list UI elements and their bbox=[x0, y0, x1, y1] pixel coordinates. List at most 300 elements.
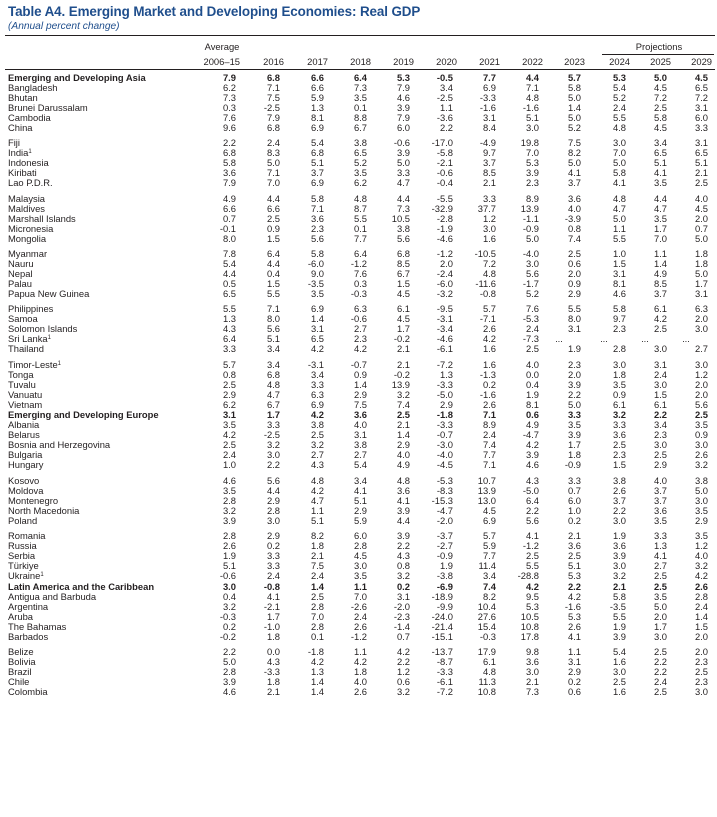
table-cell: 3.9 bbox=[525, 167, 539, 179]
row-label-text: Fiji bbox=[8, 137, 20, 149]
table-row bbox=[0, 400, 717, 410]
table-cell: 3.0 bbox=[694, 685, 708, 697]
row-label-text: The Bahamas bbox=[8, 620, 67, 632]
table-cell: 8.7 bbox=[353, 202, 367, 214]
table-cell: 2.8 bbox=[222, 665, 236, 677]
table-cell: -0.9 bbox=[436, 549, 453, 561]
table-cell: 3.6 bbox=[612, 429, 626, 441]
table-cell: 2.2 bbox=[653, 409, 667, 421]
table-cell: 5.6 bbox=[310, 232, 324, 244]
table-cell: -1.9 bbox=[436, 222, 453, 234]
table-cell: 1.3 bbox=[310, 665, 324, 677]
table-cell: 5.0 bbox=[567, 398, 581, 410]
table-cell: 7.6 bbox=[525, 303, 539, 315]
table-cell: 6.8 bbox=[266, 368, 280, 380]
table-cell: -2.1 bbox=[436, 157, 453, 169]
table-cell: 2.3 bbox=[525, 177, 539, 189]
table-cell: 2.5 bbox=[222, 439, 236, 451]
table-cell: 7.1 bbox=[266, 82, 280, 93]
row-label-text: Argentina bbox=[8, 600, 49, 612]
table-cell: 4.1 bbox=[567, 167, 581, 179]
table-row bbox=[0, 622, 717, 632]
table-cell: 6.9 bbox=[310, 303, 324, 315]
table-cell: 7.9 bbox=[396, 112, 410, 123]
table-cell: 6.9 bbox=[482, 514, 496, 526]
table-cell: 5.1 bbox=[525, 112, 539, 123]
row-label-text: Ukraine bbox=[8, 569, 41, 581]
table-cell: -0.9 bbox=[522, 222, 539, 234]
table-cell: 5.1 bbox=[694, 157, 708, 169]
table-cell: 3.5 bbox=[353, 167, 367, 179]
table-cell: 7.9 bbox=[396, 82, 410, 93]
header-rule bbox=[5, 69, 715, 70]
table-cell: 2.8 bbox=[694, 590, 708, 602]
table-cell: -5.3 bbox=[436, 474, 453, 486]
table-cell: 5.5 bbox=[222, 303, 236, 315]
table-cell: -1.2 bbox=[522, 539, 539, 551]
table-cell: 1.9 bbox=[612, 620, 626, 632]
table-cell: 6.1 bbox=[653, 303, 667, 315]
table-cell: 3.6 bbox=[653, 504, 667, 516]
row-label-text: Moldova bbox=[8, 484, 44, 496]
table-cell: 3.5 bbox=[222, 419, 236, 431]
table-cell: 5.2 bbox=[612, 92, 626, 103]
table-cell: 3.4 bbox=[482, 569, 496, 581]
table-cell: 7.5 bbox=[567, 137, 581, 149]
table-cell: 4.2 bbox=[222, 429, 236, 441]
table-cell: 4.2 bbox=[310, 655, 324, 667]
table-cell: 5.8 bbox=[612, 167, 626, 179]
table-cell: 4.8 bbox=[310, 474, 324, 486]
table-cell: 2.5 bbox=[653, 323, 667, 335]
table-cell: 3.3 bbox=[694, 122, 708, 133]
table-cell: -2.5 bbox=[436, 92, 453, 103]
table-cell: -2.1 bbox=[263, 600, 280, 612]
table-cell: 5.4 bbox=[310, 137, 324, 149]
table-cell: -0.3 bbox=[219, 610, 236, 622]
table-cell: 5.6 bbox=[694, 398, 708, 410]
table-cell: -3.3 bbox=[436, 419, 453, 431]
table-cell: 3.9 bbox=[396, 529, 410, 541]
table-row bbox=[0, 460, 717, 470]
table-cell: 2.1 bbox=[396, 358, 410, 370]
table-cell: 0.6 bbox=[396, 675, 410, 687]
row-label bbox=[8, 289, 89, 299]
row-label-text: Emerging and Developing Asia bbox=[8, 72, 146, 83]
table-cell: 2.1 bbox=[694, 167, 708, 179]
table-cell: 5.1 bbox=[567, 559, 581, 571]
table-cell: 4.0 bbox=[567, 202, 581, 214]
table-cell: 4.4 bbox=[396, 192, 410, 204]
table-cell: 17.8 bbox=[520, 630, 539, 642]
table-cell: 7.1 bbox=[266, 167, 280, 179]
table-cell: 3.1 bbox=[653, 358, 667, 370]
table-cell: 5.0 bbox=[525, 232, 539, 244]
table-row bbox=[0, 516, 717, 526]
table-cell: 4.4 bbox=[266, 192, 280, 204]
row-label-text: Bhutan bbox=[8, 92, 38, 103]
table-cell: 3.1 bbox=[396, 590, 410, 602]
table-cell: 0.2 bbox=[567, 514, 581, 526]
table-cell: 0.2 bbox=[396, 580, 410, 592]
table-cell: 4.1 bbox=[653, 167, 667, 179]
table-cell: 3.8 bbox=[353, 439, 367, 451]
table-cell: 5.7 bbox=[567, 72, 581, 83]
table-cell: 2.6 bbox=[694, 449, 708, 461]
table-cell: 2.8 bbox=[612, 343, 626, 355]
table-cell: 4.1 bbox=[353, 484, 367, 496]
table-cell: 5.8 bbox=[222, 157, 236, 169]
table-cell: 3.5 bbox=[694, 529, 708, 541]
table-cell: 2.4 bbox=[525, 323, 539, 335]
table-cell: 0.9 bbox=[353, 368, 367, 380]
table-cell: 2.0 bbox=[439, 257, 453, 269]
table-cell: 3.6 bbox=[396, 484, 410, 496]
table-cell: 3.3 bbox=[266, 419, 280, 431]
table-cell: 15.4 bbox=[477, 620, 496, 632]
table-cell: 6.4 bbox=[353, 247, 367, 259]
table-cell: 6.2 bbox=[222, 398, 236, 410]
table-cell: 1.2 bbox=[694, 368, 708, 380]
table-cell: 6.0 bbox=[353, 529, 367, 541]
table-cell: 2.9 bbox=[353, 388, 367, 400]
row-label bbox=[8, 123, 33, 133]
table-cell: 5.0 bbox=[222, 655, 236, 667]
row-label-text: Montenegro bbox=[8, 494, 59, 506]
table-cell: 4.0 bbox=[353, 675, 367, 687]
table-cell: 3.8 bbox=[612, 474, 626, 486]
column-header: 2025 bbox=[650, 56, 671, 67]
table-cell: 3.9 bbox=[567, 378, 581, 390]
table-cell: -0.2 bbox=[393, 333, 410, 345]
table-cell: 8.2 bbox=[567, 147, 581, 159]
table-cell: 1.9 bbox=[567, 343, 581, 355]
table-cell: 1.1 bbox=[353, 645, 367, 657]
table-cell: -3.3 bbox=[436, 378, 453, 390]
table-group-row bbox=[0, 582, 717, 592]
table-cell: 3.0 bbox=[612, 514, 626, 526]
table-cell: 5.8 bbox=[612, 303, 626, 315]
table-cell: -1.6 bbox=[479, 102, 496, 113]
table-cell: 2.8 bbox=[222, 529, 236, 541]
table-cell: 8.5 bbox=[653, 277, 667, 289]
row-label-text: Papua New Guinea bbox=[8, 287, 90, 299]
table-cell: -17.0 bbox=[431, 137, 453, 149]
row-label-text: Vanuatu bbox=[8, 388, 43, 400]
table-cell: 1.3 bbox=[310, 102, 324, 113]
table-cell: 1.8 bbox=[694, 257, 708, 269]
table-cell: 3.1 bbox=[310, 323, 324, 335]
row-label bbox=[8, 344, 44, 354]
table-row bbox=[0, 234, 717, 244]
table-cell: 2.0 bbox=[694, 212, 708, 224]
table-cell: -3.5 bbox=[609, 600, 626, 612]
table-cell: -1.8 bbox=[307, 645, 324, 657]
table-cell: 2.1 bbox=[567, 529, 581, 541]
table-cell: 5.1 bbox=[222, 559, 236, 571]
table-cell: 13.9 bbox=[520, 202, 539, 214]
table-cell: 5.4 bbox=[612, 645, 626, 657]
table-cell: 3.2 bbox=[612, 569, 626, 581]
table-cell: 1.6 bbox=[482, 232, 496, 244]
table-cell: 4.2 bbox=[525, 580, 539, 592]
row-label-text: Indonesia bbox=[8, 157, 49, 169]
table-cell: 5.7 bbox=[222, 358, 236, 370]
table-cell: -1.4 bbox=[393, 620, 410, 632]
row-label-text: Philippines bbox=[8, 303, 54, 315]
table-cell: 5.3 bbox=[567, 569, 581, 581]
table-cell: 6.5 bbox=[694, 82, 708, 93]
table-cell: -2.0 bbox=[436, 514, 453, 526]
table-cell: 2.1 bbox=[612, 580, 626, 592]
table-cell: 6.3 bbox=[310, 388, 324, 400]
table-cell: 3.4 bbox=[653, 419, 667, 431]
column-header: 2029 bbox=[691, 56, 712, 67]
table-cell: 1.3 bbox=[653, 539, 667, 551]
table-cell: 2.0 bbox=[694, 388, 708, 400]
table-cell: ... bbox=[682, 333, 690, 345]
table-row bbox=[0, 380, 717, 390]
table-cell: 1.7 bbox=[396, 323, 410, 335]
table-cell: 3.9 bbox=[396, 147, 410, 159]
table-cell: 3.0 bbox=[266, 449, 280, 461]
table-cell: 5.3 bbox=[567, 610, 581, 622]
row-label-text: Timor-Leste bbox=[8, 358, 58, 370]
table-cell: 2.0 bbox=[694, 378, 708, 390]
table-cell: 2.2 bbox=[612, 504, 626, 516]
table-cell: 2.4 bbox=[653, 368, 667, 380]
table-cell: 1.4 bbox=[353, 378, 367, 390]
table-cell: 6.5 bbox=[694, 147, 708, 159]
table-cell: 4.1 bbox=[653, 549, 667, 561]
row-label-text: Marshall Islands bbox=[8, 212, 76, 224]
table-cell: 6.8 bbox=[266, 72, 280, 83]
table-cell: -11.6 bbox=[475, 277, 496, 289]
table-cell: 5.3 bbox=[612, 72, 626, 83]
row-label-text: Sri Lanka bbox=[8, 333, 48, 345]
table-cell: -6.1 bbox=[436, 343, 453, 355]
row-label-text: Russia bbox=[8, 539, 37, 551]
table-cell: 2.6 bbox=[222, 539, 236, 551]
table-cell: 2.5 bbox=[653, 569, 667, 581]
table-cell: 0.2 bbox=[482, 378, 496, 390]
table-title: Table A4. Emerging Market and Developing Economies: Real GDP bbox=[8, 4, 421, 19]
table-cell: 1.7 bbox=[653, 222, 667, 234]
row-label-text: Nepal bbox=[8, 267, 33, 279]
table-row bbox=[0, 289, 717, 299]
table-cell: 7.9 bbox=[222, 72, 236, 83]
table-cell: -13.7 bbox=[431, 645, 453, 657]
table-cell: 0.8 bbox=[222, 368, 236, 380]
table-cell: -3.7 bbox=[436, 529, 453, 541]
table-cell: -7.2 bbox=[436, 685, 453, 697]
table-cell: 3.9 bbox=[567, 429, 581, 441]
table-cell: -1.6 bbox=[479, 388, 496, 400]
table-cell: 3.6 bbox=[310, 212, 324, 224]
table-cell: 0.9 bbox=[612, 388, 626, 400]
table-cell: 5.0 bbox=[694, 267, 708, 279]
table-cell: 4.2 bbox=[310, 484, 324, 496]
table-cell: 1.7 bbox=[567, 439, 581, 451]
table-cell: 13.9 bbox=[391, 378, 410, 390]
table-cell: 3.7 bbox=[310, 167, 324, 179]
table-cell: 3.8 bbox=[310, 419, 324, 431]
table-cell: -6.0 bbox=[436, 277, 453, 289]
table-cell: 3.9 bbox=[222, 514, 236, 526]
table-cell: 3.0 bbox=[222, 580, 236, 592]
table-cell: 3.9 bbox=[612, 549, 626, 561]
table-cell: 4.2 bbox=[525, 439, 539, 451]
table-cell: -2.0 bbox=[393, 600, 410, 612]
table-cell: 1.5 bbox=[396, 277, 410, 289]
table-cell: 2.7 bbox=[310, 449, 324, 461]
table-cell: 0.2 bbox=[222, 620, 236, 632]
table-cell: 5.1 bbox=[310, 157, 324, 169]
table-cell: -3.8 bbox=[436, 569, 453, 581]
table-cell: 8.2 bbox=[482, 590, 496, 602]
table-cell: 0.9 bbox=[567, 277, 581, 289]
row-label-text: Albania bbox=[8, 419, 40, 431]
table-cell: 1.6 bbox=[482, 343, 496, 355]
table-cell: -5.8 bbox=[436, 147, 453, 159]
table-cell: 4.6 bbox=[396, 92, 410, 103]
table-cell: 4.4 bbox=[266, 257, 280, 269]
table-cell: 3.5 bbox=[653, 514, 667, 526]
table-cell: 3.8 bbox=[396, 222, 410, 234]
table-cell: 7.4 bbox=[482, 580, 496, 592]
table-cell: 0.7 bbox=[396, 630, 410, 642]
table-cell: 5.1 bbox=[353, 494, 367, 506]
table-cell: 1.9 bbox=[222, 549, 236, 561]
table-cell: -1.0 bbox=[263, 620, 280, 632]
table-cell: 4.5 bbox=[396, 287, 410, 299]
table-cell: 6.0 bbox=[694, 112, 708, 123]
table-cell: 8.0 bbox=[266, 313, 280, 325]
table-cell: 7.7 bbox=[482, 549, 496, 561]
table-cell: 1.2 bbox=[694, 539, 708, 551]
row-label-text: Brazil bbox=[8, 665, 32, 677]
table-cell: 3.2 bbox=[266, 439, 280, 451]
table-cell: 0.9 bbox=[694, 429, 708, 441]
table-cell: 4.5 bbox=[653, 82, 667, 93]
row-label-text: Belize bbox=[8, 645, 34, 657]
table-cell: 5.8 bbox=[310, 247, 324, 259]
column-header: 2018 bbox=[350, 56, 371, 67]
table-cell: 3.0 bbox=[353, 559, 367, 571]
row-label bbox=[8, 234, 46, 244]
table-cell: 1.7 bbox=[694, 277, 708, 289]
table-cell: 2.6 bbox=[612, 484, 626, 496]
row-label-text: Chile bbox=[8, 675, 30, 687]
table-cell: 3.1 bbox=[353, 429, 367, 441]
table-cell: -15.3 bbox=[431, 494, 453, 506]
row-label-text: Emerging and Developing Europe bbox=[8, 409, 159, 421]
table-cell: 2.1 bbox=[482, 177, 496, 189]
table-cell: -0.4 bbox=[436, 177, 453, 189]
table-cell: 4.5 bbox=[482, 504, 496, 516]
table-cell: 2.6 bbox=[482, 398, 496, 410]
table-cell: 5.4 bbox=[222, 257, 236, 269]
table-cell: 5.1 bbox=[266, 333, 280, 345]
table-cell: 4.1 bbox=[567, 630, 581, 642]
table-cell: 5.1 bbox=[653, 157, 667, 169]
column-header: 2022 bbox=[522, 56, 543, 67]
table-cell: -32.9 bbox=[431, 202, 453, 214]
row-label-text: Malaysia bbox=[8, 192, 45, 204]
table-cell: 3.5 bbox=[653, 212, 667, 224]
table-cell: 3.6 bbox=[525, 655, 539, 667]
table-cell: -2.4 bbox=[436, 267, 453, 279]
table-cell: 6.9 bbox=[310, 398, 324, 410]
row-label-text: Colombia bbox=[8, 685, 48, 697]
footnote-marker: 1 bbox=[40, 571, 44, 578]
table-cell: 5.5 bbox=[612, 112, 626, 123]
column-header: 2016 bbox=[263, 56, 284, 67]
table-cell: 3.0 bbox=[266, 514, 280, 526]
row-label bbox=[8, 571, 44, 581]
table-cell: 11.4 bbox=[478, 559, 496, 571]
table-cell: -3.6 bbox=[436, 112, 453, 123]
table-cell: 2.2 bbox=[396, 539, 410, 551]
table-cell: 8.5 bbox=[482, 167, 496, 179]
table-cell: 5.9 bbox=[310, 92, 324, 103]
table-cell: -10.5 bbox=[474, 247, 496, 259]
table-cell: 4.6 bbox=[222, 685, 236, 697]
table-cell: 1.8 bbox=[353, 665, 367, 677]
table-cell: 6.8 bbox=[396, 247, 410, 259]
row-label-text: China bbox=[8, 122, 33, 133]
table-cell: 1.1 bbox=[439, 102, 453, 113]
table-cell: 1.5 bbox=[266, 277, 280, 289]
table-cell: 3.5 bbox=[222, 484, 236, 496]
table-cell: 4.2 bbox=[310, 343, 324, 355]
table-cell: 5.8 bbox=[567, 82, 581, 93]
table-cell: 0.8 bbox=[567, 222, 581, 234]
table-cell: 4.9 bbox=[222, 192, 236, 204]
table-cell: -5.5 bbox=[436, 192, 453, 204]
table-cell: 4.5 bbox=[353, 549, 367, 561]
row-label-text: Kosovo bbox=[8, 474, 40, 486]
column-header: 2023 bbox=[564, 56, 585, 67]
table-cell: -1.7 bbox=[522, 277, 539, 289]
table-cell: 4.2 bbox=[310, 409, 324, 421]
table-cell: 1.8 bbox=[266, 630, 280, 642]
table-row bbox=[0, 506, 717, 516]
table-cell: 3.5 bbox=[653, 590, 667, 602]
table-cell: 3.5 bbox=[694, 419, 708, 431]
table-cell: 7.5 bbox=[310, 559, 324, 571]
table-cell: 4.7 bbox=[266, 388, 280, 400]
table-cell: 4.8 bbox=[482, 267, 496, 279]
table-cell: 8.3 bbox=[266, 147, 280, 159]
table-cell: 6.1 bbox=[482, 655, 496, 667]
table-cell: 6.4 bbox=[266, 247, 280, 259]
table-cell: -0.8 bbox=[263, 580, 280, 592]
table-cell: 1.1 bbox=[612, 222, 626, 234]
table-cell: 3.5 bbox=[353, 569, 367, 581]
table-cell: -7.3 bbox=[522, 333, 539, 345]
table-cell: 13.0 bbox=[477, 494, 496, 506]
table-cell: 0.7 bbox=[567, 484, 581, 496]
average-label: Average bbox=[204, 41, 240, 52]
table-cell: 3.1 bbox=[612, 267, 626, 279]
table-row bbox=[0, 571, 717, 581]
row-label bbox=[8, 687, 48, 697]
table-cell: 4.9 bbox=[396, 459, 410, 471]
table-cell: 1.7 bbox=[266, 409, 280, 421]
table-cell: 6.6 bbox=[266, 202, 280, 214]
table-cell: 3.2 bbox=[612, 409, 626, 421]
